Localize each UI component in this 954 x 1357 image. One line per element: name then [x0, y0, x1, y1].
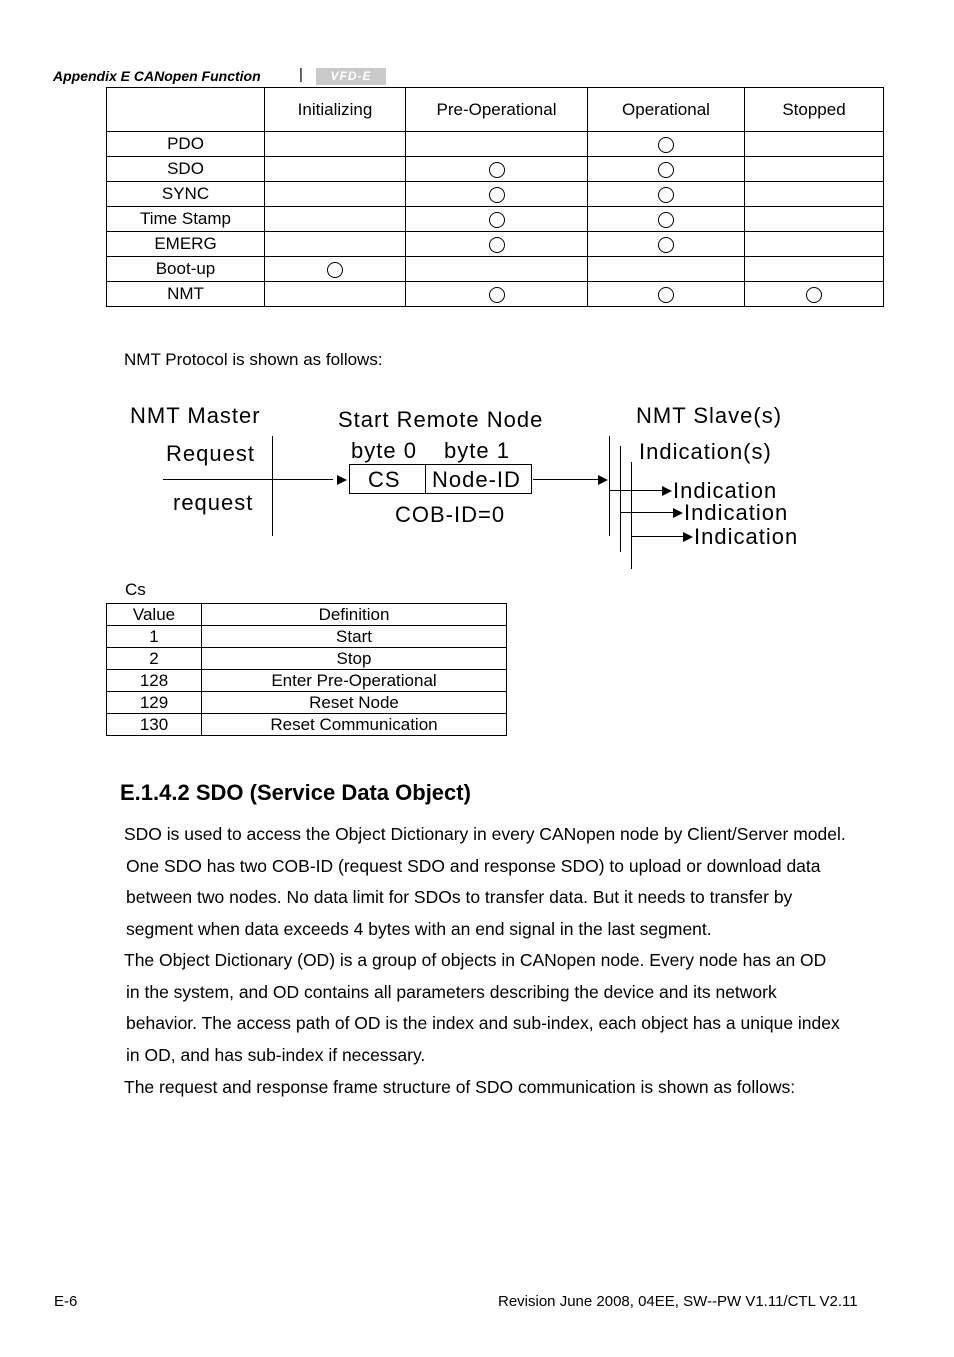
mark-cell: [745, 157, 884, 182]
nmt-slaves-label: NMT Slave(s): [636, 403, 783, 428]
value-cell: 128: [107, 670, 202, 692]
row-label: Boot-up: [107, 257, 265, 282]
page-header-title: Appendix E CANopen Function: [53, 68, 261, 84]
header-separator: |: [299, 66, 303, 83]
circle-mark-icon: [489, 237, 505, 253]
mark-cell: [588, 157, 745, 182]
mark-cell: [588, 207, 745, 232]
mark-cell: [265, 232, 406, 257]
body-line: between two nodes. No data limit for SDOs to transfer data. But it needs to transfer by: [126, 887, 793, 907]
byte1-label: byte 1: [444, 438, 510, 463]
circle-mark-icon: [489, 212, 505, 228]
start-remote-node-label: Start Remote Node: [338, 407, 544, 432]
value-cell: 130: [107, 714, 202, 736]
circle-mark-icon: [658, 287, 674, 303]
mark-cell: [406, 282, 588, 307]
table-row: [107, 207, 884, 232]
row-label: SDO: [107, 157, 265, 182]
circle-mark-icon: [489, 162, 505, 178]
row-label: PDO: [107, 132, 265, 157]
mark-cell: [265, 257, 406, 282]
slave-timeline-3: [631, 462, 632, 569]
mark-cell: [588, 232, 745, 257]
header-cell: [107, 88, 265, 132]
body-line: The Object Dictionary (OD) is a group of objects in CANopen node. Every node has an OD: [124, 950, 827, 970]
page-number: E-6: [54, 1293, 78, 1310]
header-cell: Operational: [588, 88, 745, 132]
table-row: [107, 670, 507, 692]
circle-mark-icon: [806, 287, 822, 303]
mark-cell: [588, 182, 745, 207]
mark-cell: [745, 182, 884, 207]
mark-cell: [406, 157, 588, 182]
definition-cell: Start: [202, 626, 507, 648]
cob-id-label: COB-ID=0: [395, 502, 506, 527]
cs-table-caption: Cs: [125, 580, 146, 599]
mark-cell: [588, 282, 745, 307]
body-line: in the system, and OD contains all parameters describing the device and its network: [126, 982, 777, 1002]
node-id-field: Node-ID: [432, 467, 521, 492]
body-line: The request and response frame structure of SDO communication is shown as follows:: [124, 1077, 796, 1097]
mark-cell: [265, 132, 406, 157]
table-row: [107, 626, 507, 648]
mark-cell: [588, 257, 745, 282]
header-cell: Value: [107, 604, 202, 626]
mark-cell: [745, 207, 884, 232]
mark-cell: [265, 182, 406, 207]
slave-arrow-line: [533, 479, 599, 480]
table-row: [107, 257, 884, 282]
frame-box: [349, 464, 532, 494]
nmt-master-label: NMT Master: [130, 403, 261, 428]
section-heading: E.1.4.2 SDO (Service Data Object): [120, 780, 471, 805]
row-label: SYNC: [107, 182, 265, 207]
circle-mark-icon: [658, 137, 674, 153]
table-header-row: [107, 604, 507, 626]
request-label: Request: [166, 441, 255, 466]
header-cell: Initializing: [265, 88, 406, 132]
body-line: One SDO has two COB-ID (request SDO and response SDO) to upload or download data: [126, 856, 821, 876]
circle-mark-icon: [658, 237, 674, 253]
mark-cell: [745, 257, 884, 282]
logo-text: VFD-E: [330, 69, 372, 83]
cs-field: CS: [368, 467, 401, 492]
indication-arrow-head-1: [662, 486, 672, 496]
mark-cell: [406, 182, 588, 207]
slave-arrow-head: [598, 475, 608, 485]
indication-label-3: Indication: [694, 524, 799, 549]
indication-arrow-line-1: [610, 490, 663, 491]
table-row: [107, 692, 507, 714]
mark-cell: [588, 132, 745, 157]
row-label: Time Stamp: [107, 207, 265, 232]
indication-label-1: Indication: [673, 478, 778, 503]
nmt-state-table: [106, 87, 884, 307]
circle-mark-icon: [489, 287, 505, 303]
body-line: SDO is used to access the Object Dictionary in every CANopen node by Client/Server model.: [124, 824, 846, 844]
mark-cell: [745, 282, 884, 307]
mark-cell: [745, 132, 884, 157]
mark-cell: [265, 157, 406, 182]
value-cell: 2: [107, 648, 202, 670]
mark-cell: [406, 257, 588, 282]
table-row: [107, 182, 884, 207]
byte0-label: byte 0: [351, 438, 417, 463]
cs-value-table: [106, 603, 507, 736]
definition-cell: Stop: [202, 648, 507, 670]
value-cell: 129: [107, 692, 202, 714]
nmt-intro-text: NMT Protocol is shown as follows:: [124, 350, 383, 369]
indication-arrow-line-2: [621, 512, 674, 513]
circle-mark-icon: [327, 262, 343, 278]
mark-cell: [406, 132, 588, 157]
body-line: behavior. The access path of OD is the index and sub-index, each object has a unique index: [126, 1013, 840, 1033]
master-timeline: [272, 436, 273, 536]
indication-arrow-head-3: [683, 532, 693, 542]
circle-mark-icon: [658, 162, 674, 178]
request-arrow-head: [337, 475, 347, 485]
definition-cell: Enter Pre-Operational: [202, 670, 507, 692]
indication-arrow-head-2: [673, 508, 683, 518]
request-arrow-line: [163, 479, 333, 480]
circle-mark-icon: [658, 212, 674, 228]
indication-arrow-line-3: [632, 536, 684, 537]
vfd-e-logo: [316, 68, 386, 85]
mark-cell: [265, 207, 406, 232]
body-line: in OD, and has sub-index if necessary.: [126, 1045, 426, 1065]
request-sub-label: request: [173, 490, 254, 515]
table-header-row: [107, 88, 884, 132]
table-row: [107, 232, 884, 257]
table-row: [107, 157, 884, 182]
row-label: NMT: [107, 282, 265, 307]
definition-cell: Reset Node: [202, 692, 507, 714]
mark-cell: [406, 207, 588, 232]
table-row: [107, 132, 884, 157]
header-cell: Pre-Operational: [406, 88, 588, 132]
value-cell: 1: [107, 626, 202, 648]
slave-timeline-1: [609, 436, 610, 536]
header-cell: Definition: [202, 604, 507, 626]
table-row: [107, 714, 507, 736]
frame-divider: [425, 465, 426, 493]
mark-cell: [745, 232, 884, 257]
revision-info: Revision June 2008, 04EE, SW--PW V1.11/CTL V2.11: [498, 1293, 858, 1310]
body-line: segment when data exceeds 4 bytes with an end signal in the last segment.: [126, 919, 712, 939]
slave-timeline-2: [620, 446, 621, 552]
header-cell: Stopped: [745, 88, 884, 132]
mark-cell: [265, 282, 406, 307]
mark-cell: [406, 232, 588, 257]
table-row: [107, 282, 884, 307]
indication-label-2: Indication: [684, 500, 789, 525]
table-row: [107, 648, 507, 670]
circle-mark-icon: [489, 187, 505, 203]
definition-cell: Reset Communication: [202, 714, 507, 736]
row-label: EMERG: [107, 232, 265, 257]
circle-mark-icon: [658, 187, 674, 203]
indications-label: Indication(s): [639, 439, 772, 464]
